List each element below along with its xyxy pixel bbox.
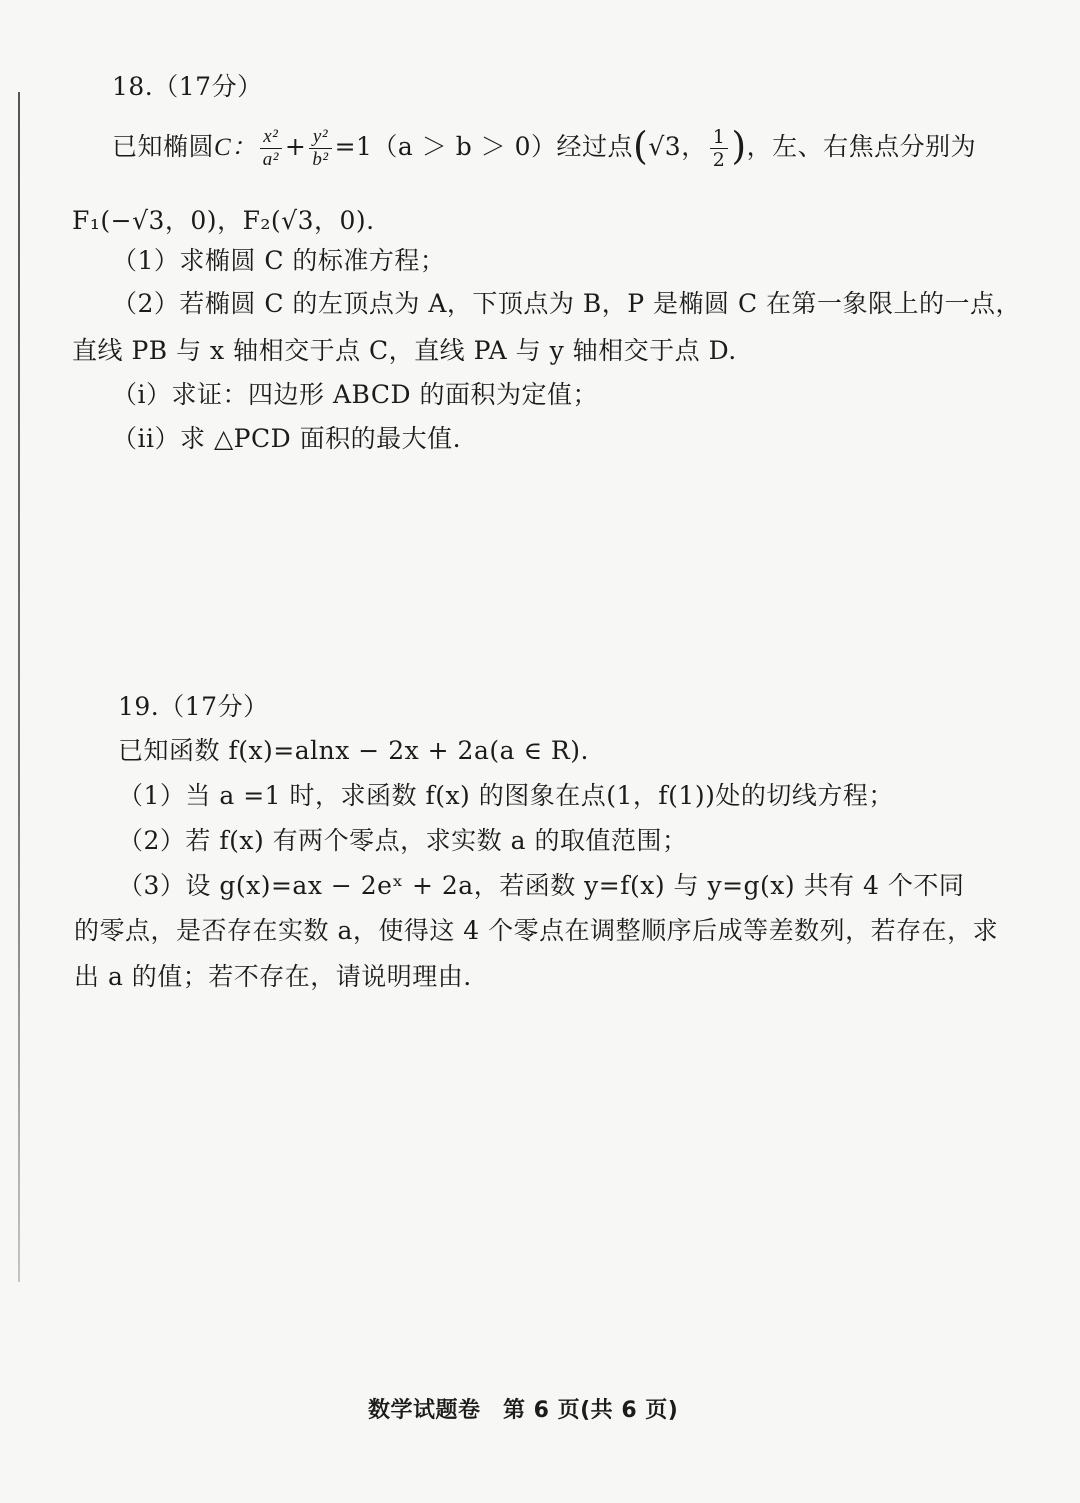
q19-part3-line1: （3）设 g(x)=ax − 2eˣ + 2a，若函数 y=f(x) 与 y=g(x) 共有 4 个不同 — [118, 871, 965, 900]
q18-part2-i: （i）求证：四边形 ABCD 的面积为定值； — [112, 380, 598, 409]
q18-part2-line1: （2）若椭圆 C 的左顶点为 A，下顶点为 B，P 是椭圆 C 在第一象限上的一点， — [112, 289, 1022, 318]
q18-point-comma: ， — [681, 132, 707, 161]
q18-part2-ii: （ii）求 △PCD 面积的最大值. — [112, 424, 462, 453]
q19-part1: （1）当 a =1 时，求函数 f(x) 的图象在点(1，f(1))处的切线方程； — [118, 781, 894, 810]
q19-part3-line2: 的零点，是否存在实数 a，使得这 4 个零点在调整顺序后成等差数列，若存在，求 — [74, 916, 999, 945]
q18-right-paren: ) — [731, 124, 747, 168]
q18-point-fraction — [710, 126, 729, 171]
binding-margin-line — [18, 92, 20, 1282]
q18-stem-suffix: ，左、右焦点分别为 — [746, 132, 977, 161]
q18-frac2-num: y² — [309, 126, 331, 149]
q18-frac1-num: x² — [260, 126, 282, 149]
q18-point-frac-num: 1 — [710, 126, 729, 149]
q18-frac2-den: b² — [312, 149, 329, 170]
page-footer: 数学试题卷 第 6 页(共 6 页) — [368, 1398, 679, 1423]
q18-plus: + — [284, 132, 307, 161]
q18-part1: （1）求椭圆 C 的标准方程； — [112, 246, 446, 275]
q18-stem — [112, 126, 976, 171]
q18-header: 18.（17分） — [112, 72, 263, 101]
q18-stem-prefix: 已知椭圆 — [112, 132, 215, 161]
q18-foci-line: F₁(−√3，0)，F₂(√3，0). — [72, 206, 375, 235]
q18-eq-cond: =1（a ＞ b ＞ 0）经过点 — [334, 132, 634, 161]
q18-fraction-x — [260, 126, 282, 171]
q18-fraction-y — [309, 126, 331, 171]
q18-part2-line2: 直线 PB 与 x 轴相交于点 C，直线 PA 与 y 轴相交于点 D. — [72, 336, 737, 365]
q18-point-frac-den: 2 — [712, 149, 726, 171]
q18-point-sqrt: √3 — [648, 132, 682, 161]
q18-left-paren: ( — [633, 124, 649, 168]
q19-header: 19.（17分） — [118, 692, 269, 721]
q19-part2: （2）若 f(x) 有两个零点，求实数 a 的取值范围； — [118, 826, 688, 855]
q19-stem: 已知函数 f(x)=alnx − 2x + 2a(a ∈ R). — [118, 736, 589, 765]
q18-curve-label: C： — [214, 134, 257, 161]
q19-part3-line3: 出 a 的值；若不存在，请说明理由. — [74, 962, 472, 991]
q18-frac1-den: a² — [262, 149, 279, 170]
